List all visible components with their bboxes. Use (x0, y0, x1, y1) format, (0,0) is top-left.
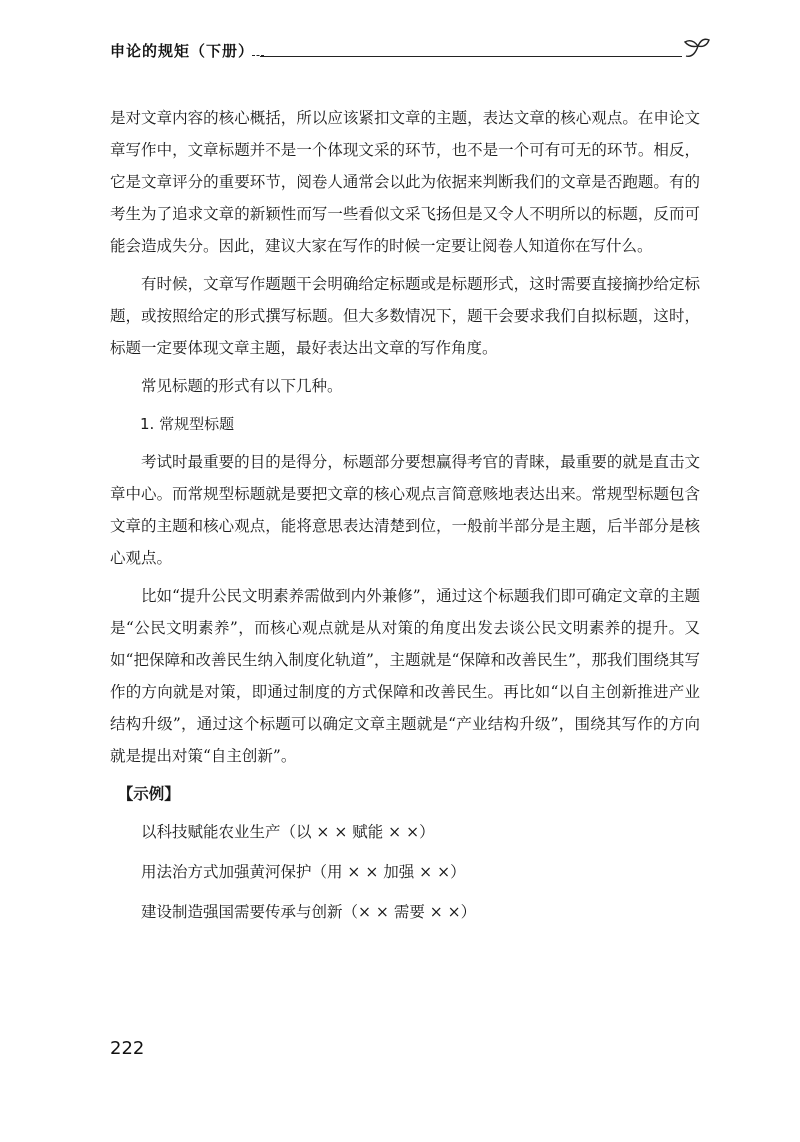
paragraph-title-forms: 常见标题的形式有以下几种。 (141, 377, 343, 395)
example-item: 建设制造强国需要传承与创新（× × 需要 × ×） (141, 903, 477, 921)
paragraph-conventional-title: 考试时最重要的目的是得分，标题部分要想赢得考官的青睐，最重要的就是直击文章中心。而常规型标题就是要把文章的核心观点言简意赅地表达出来。常规型标题包含文章的主题和核心观点，能将意思表达清楚到位，一般前半部分是主题，后半部分是核心观点。 (110, 453, 700, 567)
page-number: 222 (110, 1038, 145, 1059)
example-item: 以科技赋能农业生产（以 × × 赋能 × ×） (141, 823, 435, 841)
header-rule (260, 56, 682, 57)
paragraph-given-title: 有时候，文章写作题题干会明确给定标题或是标题形式，这时需要直接摘抄给定标题，或按照给定的形式撰写标题。但大多数情况下，题干会要求我们自拟标题，这时，标题一定要体现文章主题，最好表达出文章的写作角度。 (110, 275, 700, 357)
example-item: 用法治方式加强黄河保护（用 × × 加强 × ×） (141, 863, 466, 881)
book-title: 申论的规矩（下册） (110, 42, 255, 60)
sprout-icon (680, 36, 710, 62)
section-heading: 1. 常规型标题 (140, 415, 235, 433)
paragraph-title-definition: 是对文章内容的核心概括，所以应该紧扣文章的主题，表达文章的核心观点。在申论文章写作中，文章标题并不是一个体现文采的环节，也不是一个可有可无的环节。相反，它是文章评分的重要环节，阅卷人通常会以此为依据来判断我们的文章是否跑题。有的考生为了追求文章的新颖性而写一些看似文采飞扬但是又令人不明所以的标题，反而可能会造成失分。因此，建议大家在写作的时候一定要让阅卷人知道你在写什么。 (110, 109, 700, 255)
paragraph-examples-explained: 比如“提升公民文明素养需做到内外兼修”，通过这个标题我们即可确定文章的主题是“公民文明素养”，而核心观点就是从对策的角度出发去谈公民文明素养的提升。又如“把保障和改善民生纳入制度化轨道”，主题就是“保障和改善民生”，那我们围绕其写作的方向就是对策，即通过制度的方式保障和改善民生。再比如“以自主创新推进产业结构升级”，通过这个标题可以确定文章主题就是“产业结构升级”，围绕其写作的方向就是提出对策“自主创新”。 (110, 587, 700, 765)
body-text (110, 102, 700, 936)
running-header (110, 36, 710, 66)
example-label: 【示例】 (117, 785, 180, 803)
